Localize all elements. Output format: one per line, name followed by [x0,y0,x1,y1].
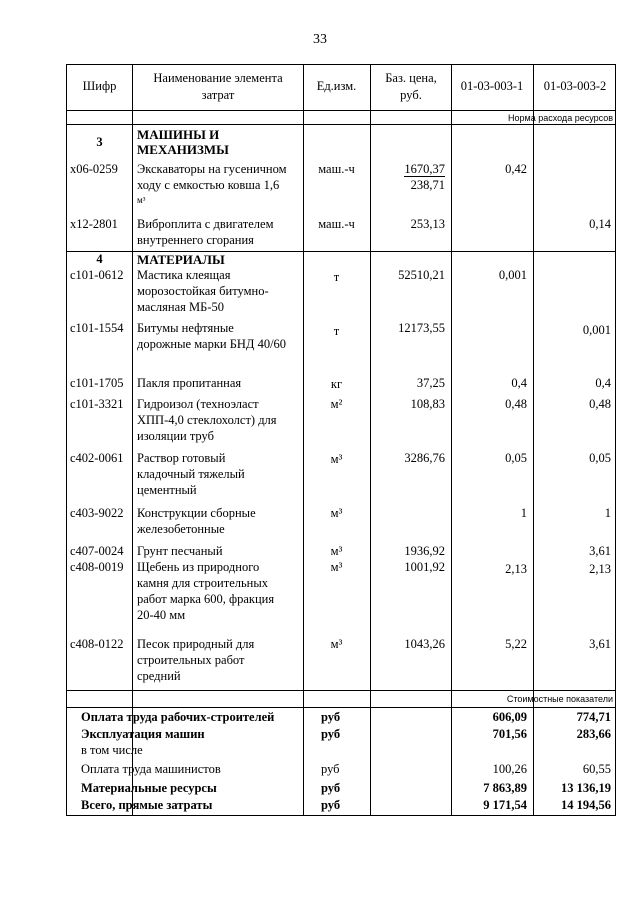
row-price: 52510,21 [398,268,445,282]
row-value-2: 3,61 [589,544,611,558]
row-value-2: 0,48 [589,397,611,411]
row-name-line: дорожные марки БНД 40/60 [137,337,287,351]
summary-name: Оплата труда рабочих-строителей [81,710,275,724]
row-name-line: Раствор готовый [137,451,226,465]
row-unit: м³ [330,506,343,520]
row-name-line: масляная МБ-50 [137,300,224,314]
row-name-line: Грунт песчаный [137,544,223,558]
row-code: х12-2801 [70,217,118,231]
summary-value-2: 60,55 [582,762,611,776]
row-code: с101-1554 [70,321,124,335]
row-code: с101-0612 [70,268,124,282]
row-name-line: железобетонные [137,522,225,536]
row-unit: маш.-ч [318,217,355,231]
summary-name: Эксплуатация машин [81,727,205,741]
cost-label: Стоимостные показатели [506,694,613,704]
row-value-1: 1 [520,506,527,520]
row-value-2: 0,001 [582,323,611,337]
header-unit: Ед.изм. [316,79,357,93]
summary-name: Всего, прямые затраты [81,798,213,812]
row-name-line: ходу с емкостью ковша 1,6 [137,178,280,192]
summary-unit: руб [321,727,341,741]
row-price: 12173,55 [398,321,445,335]
row-price: 253,13 [410,217,445,231]
row-value-1: 0,05 [505,451,527,465]
row-name-line: работ марка 600, фракция [137,592,275,606]
row-code: с101-3321 [70,397,124,411]
cost-table [66,64,616,816]
page-number: 33 [313,32,327,47]
row-value-1: 0,48 [505,397,527,411]
row-name-line: средний [137,669,181,683]
row-name-line: Битумы нефтяные [137,321,234,335]
summary-value-1: 7 863,89 [483,781,527,795]
header-price: Баз. цена, руб. [385,71,437,102]
row-value-1: 0,001 [498,268,527,282]
row-name-line: м³ [137,195,146,205]
summary-value-2: 774,71 [576,710,611,724]
row-name-line: Конструкции сборные [137,506,256,520]
row-name-line: Песок природный для [137,637,255,651]
row-unit: т [333,324,340,338]
row-price: 108,83 [410,397,445,411]
row-name-line: изоляции труб [137,429,214,443]
row-value-1: 0,4 [511,376,527,390]
row-price: 1670,37 [404,162,445,176]
row-unit: м³ [330,452,343,466]
summary-value-2: 14 194,56 [561,798,611,812]
row-name-line: камня для строительных [137,576,269,590]
row-value-2: 2,13 [589,562,611,576]
row-value-2: 0,05 [589,451,611,465]
row-unit: маш.-ч [318,162,355,176]
summary-value-2: 13 136,19 [561,781,611,795]
row-price: 1043,26 [404,637,445,651]
summary-name: в том числе [81,743,143,757]
header-col2: 01-03-003-2 [543,79,607,93]
row-unit: м³ [330,544,343,558]
row-code: с402-0061 [70,451,124,465]
row-name-line: кладочный тяжелый [137,467,245,481]
row-unit: м³ [330,560,343,574]
section-3-number: 3 [96,135,103,149]
row-price: 1001,92 [404,560,445,574]
row-name-line: Пакля пропитанная [137,376,242,390]
summary-value-1: 9 171,54 [483,798,527,812]
row-code: с408-0019 [70,560,124,574]
row-code: с408-0122 [70,637,124,651]
section-4-number: 4 [96,252,103,266]
row-unit: кг [330,377,343,391]
row-price: 37,25 [416,376,445,390]
summary-unit: руб [321,781,341,795]
row-code: с407-0024 [70,544,124,558]
row-name-line: 20-40 мм [137,608,186,622]
norm-label: Норма расхода ресурсов [508,113,613,123]
header-col1: 01-03-003-1 [460,79,524,93]
row-price-2: 238,71 [410,178,445,192]
header-name: Наименование элемента затрат [153,71,283,102]
row-code: с101-1705 [70,376,124,390]
summary-unit: руб [321,710,341,724]
row-name-line: внутреннего сгорания [137,233,254,247]
row-value-1: 5,22 [505,637,527,651]
header-code: Шифр [82,79,117,93]
row-name-line: морозостойкая битумно- [137,284,269,298]
summary-value-2: 283,66 [576,727,611,741]
row-code: х06-0259 [70,162,118,176]
row-value-2: 1 [604,506,611,520]
row-name-line: Виброплита с двигателем [137,217,274,231]
row-value-1: 2,13 [505,562,527,576]
row-code: с403-9022 [70,506,124,520]
row-name-line: Гидроизол (техноэласт [137,397,259,411]
summary-unit: руб [321,762,340,776]
section-3-title: МАШИНЫ И МЕХАНИЗМЫ [137,127,229,157]
row-name-line: Мастика клеящая [137,268,231,282]
row-value-1: 0,42 [505,162,527,176]
row-value-2: 0,14 [589,217,611,231]
row-name-line: строительных работ [137,653,245,667]
summary-value-1: 100,26 [492,762,527,776]
row-unit: м³ [330,637,343,651]
row-value-2: 3,61 [589,637,611,651]
row-name-line: Щебень из природного [137,560,260,574]
row-unit: т [333,270,340,284]
row-value-2: 0,4 [595,376,611,390]
row-name-line: Экскаваторы на гусеничном [137,162,287,176]
row-name-line: ХПП-4,0 стеклохолст) для [137,413,277,427]
summary-value-1: 701,56 [492,727,527,741]
summary-name: Материальные ресурсы [81,781,217,795]
row-name-line: цементный [137,483,197,497]
row-unit: м² [330,397,343,411]
row-price: 1936,92 [404,544,445,558]
summary-value-1: 606,09 [492,710,527,724]
row-price: 3286,76 [404,451,445,465]
summary-name: Оплата труда машинистов [81,762,221,776]
section-4-title: МАТЕРИАЛЫ [137,252,225,267]
summary-unit: руб [321,798,341,812]
